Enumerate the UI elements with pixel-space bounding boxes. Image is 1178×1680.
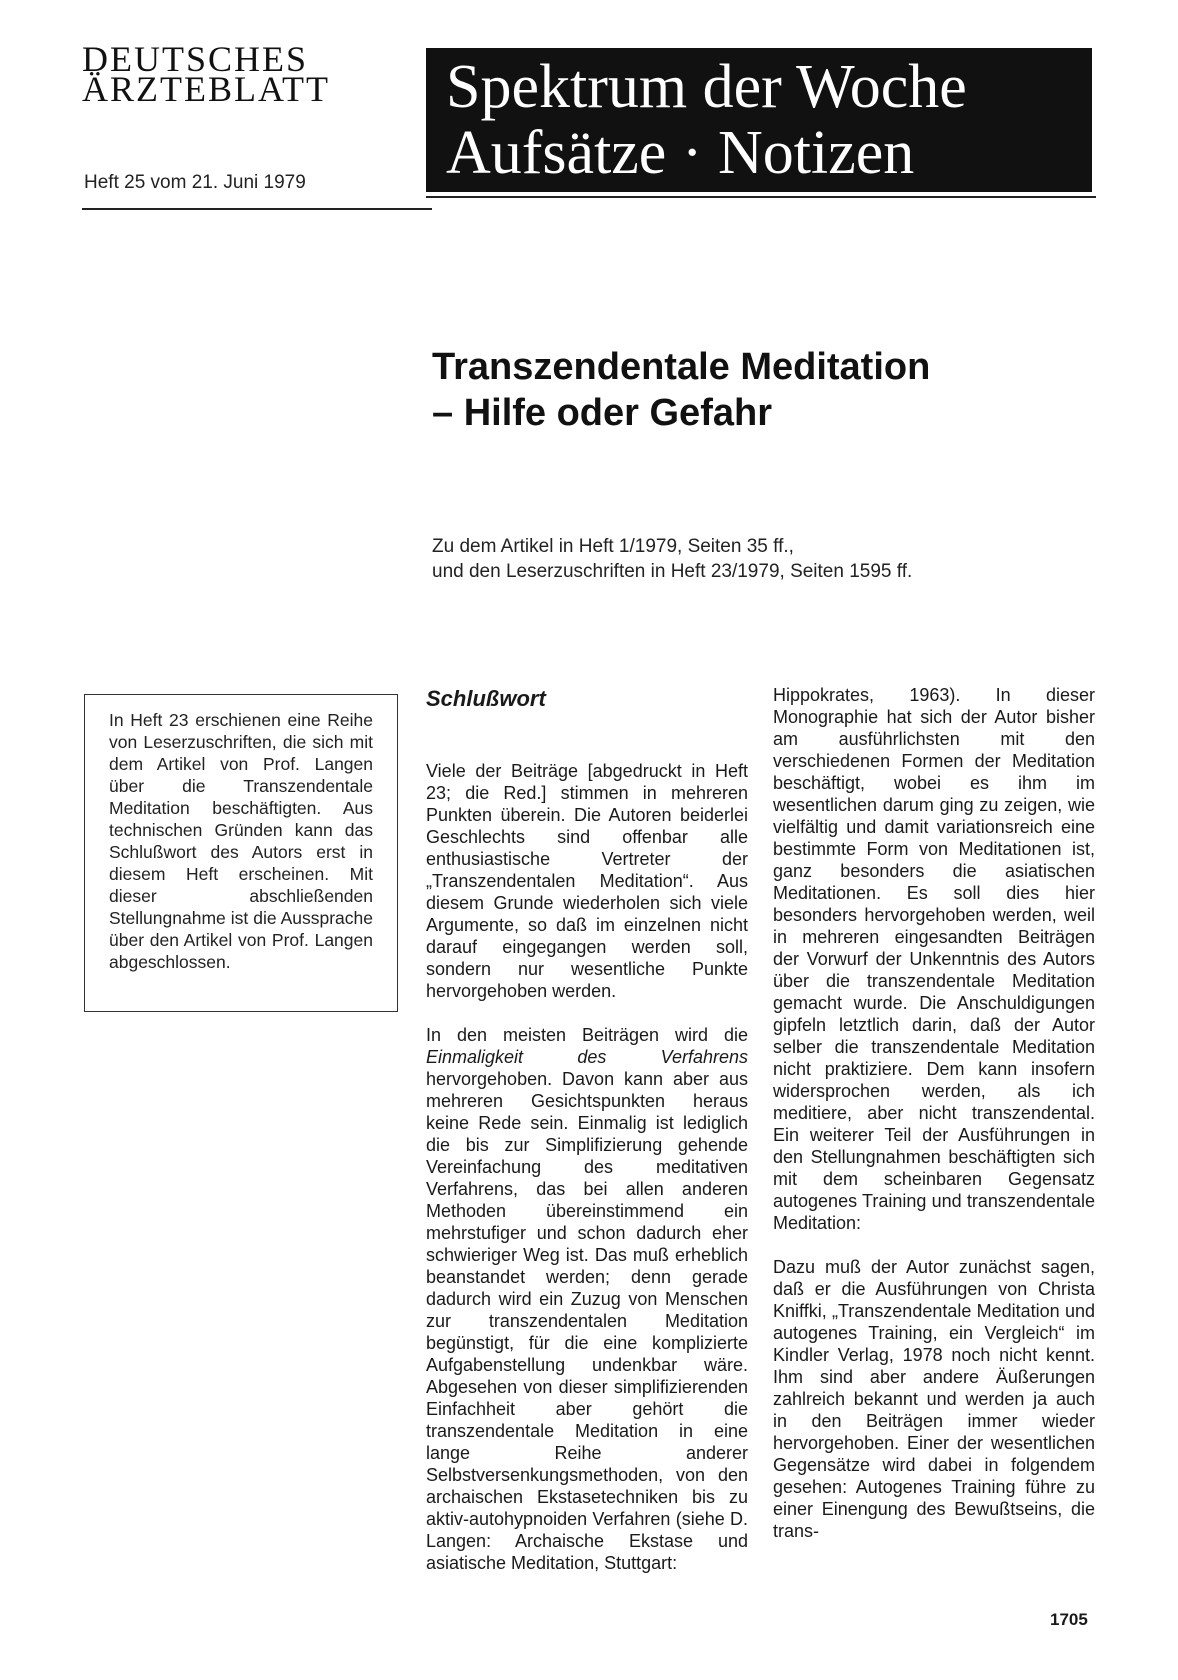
article-reference [432,534,912,584]
paragraph-2-emphasis: Einmaligkeit des Verfahrens [426,1047,748,1067]
reference-line2: und den Leserzuschriften in Heft 23/1979, Seiten 1595 ff. [432,561,913,582]
section-box-line1: Spektrum der Woche [446,53,967,121]
paragraph-2 [426,1024,748,1574]
column-2 [773,684,1095,1542]
masthead-line2: ÄRZTEBLATT [82,69,330,109]
editorial-note-text: In Heft 23 erschienen eine Reihe von Leserzuschriften, die sich mit dem Artikel von Prof. Langen über die Transzendentale Meditation beschäftigten. Aus technischen Gründen kann das Schlußwort des Autors erst in diesem Heft erscheinen. Mit dieser abschließenden Stellungnahme ist die Aussprache über den Artikel von Prof. Langen abgeschlossen. [109,710,373,972]
issue-date: Heft 25 vom 21. Juni 1979 [84,172,306,193]
masthead-line1: DEUTSCHES [82,39,309,79]
reference-line1: Zu dem Artikel in Heft 1/1979, Seiten 35 ff., [432,536,794,557]
rule-left [82,208,432,210]
page-number: 1705 [1050,1610,1088,1629]
paragraph-4: Dazu muß der Autor zunächst sagen, daß er die Ausführungen von Christa Kniffki, „Transzendentale Meditation und autogenes Training, ein Vergleich“ im Kindler Verlag, 1978 noch nicht kennt. Ihm sind aber andere Äußerungen zahlreich bekannt und werden ja auch in den Beiträgen immer wieder hervorgehoben. Einer der wesentlichen Gegensätze wird dabei in folgendem gesehen: Autogenes Training führe zu einer Einengung des Bewußtseins, die trans- [773,1257,1095,1541]
editorial-note-box [84,694,398,1012]
article-title [432,344,930,436]
masthead [82,39,412,109]
section-box-line2: Aufsätze · Notizen [446,119,915,187]
paragraph-2-start: In den meisten Beiträgen wird die [426,1025,748,1045]
article-title-line2: – Hilfe oder Gefahr [432,392,772,434]
paragraph-2-rest: hervorgehoben. Davon kann aber aus mehreren Gesichtspunkten heraus keine Rede sein. Einmalig ist lediglich die bis zur Simplifizierung gehende Vereinfachung des meditativen Verfahrens, das bei allen anderen Methoden übereinstimmend ein mehrstufiger und schon dadurch eher schwieriger Weg ist. Das muß erheblich beanstandet werden; denn gerade dadurch wird ein Zuzug von Menschen zur transzendentalen Meditation begünstigt, für die eine komplizierte Aufgabenstellung undenkbar wäre. Abgesehen von dieser simplifizierenden Einfachheit aber gehört die transzendentale Meditation in eine lange Reihe anderer Selbstversenkungsmethoden, von den archaischen Ekstasetechniken bis zu aktiv-autohypnoiden Verfahren (siehe D. Langen: Archaische Ekstase und asiatische Meditation, Stuttgart: [426,1069,748,1573]
section-heading: Schlußwort [426,686,546,711]
section-box [426,48,1092,192]
article-title-line1: Transzendentale Meditation [432,346,931,388]
rule-right [426,196,1096,198]
paragraph-1: Viele der Beiträge [abgedruckt in Heft 23; die Red.] stimmen in mehreren Punkten überein. Die Autoren beiderlei Geschlechts sind offenbar alle enthusiastische Vertreter der „Transzendentalen Meditation“. Aus diesem Grunde wiederholen sich viele Argumente, so daß im einzelnen nicht darauf eingegangen werden soll, sondern nur wesentliche Punkte hervorgehoben werden. [426,761,748,1001]
paragraph-3: Hippokrates, 1963). In dieser Monographie hat sich der Autor bisher am ausführlichsten mit den verschiedenen Formen der Meditation beschäftigt, wobei es ihm im wesentlichen darum ging zu zeigen, wie vielfältig und damit variationsreich eine bestimmte Form von Meditationen ist, ganz besonders die asiatischen Meditationen. Es soll dies hier besonders hervorgehoben werden, weil in mehreren eingesandten Beiträgen der Vorwurf der Unkenntnis des Autors über die transzendentale Meditation gemacht wurde. Die Anschuldigungen gipfeln letztlich darin, daß der Autor selber die transzendentale Meditation nicht praktiziere. Dem kann insofern widersprochen werden, als ich meditiere, aber nicht transzendental. Ein weiterer Teil der Ausführungen in den Stellungnahmen beschäftigten sich mit dem scheinbaren Gegensatz autogenes Training und transzendentale Meditation: [773,685,1095,1233]
column-1 [426,684,748,1574]
